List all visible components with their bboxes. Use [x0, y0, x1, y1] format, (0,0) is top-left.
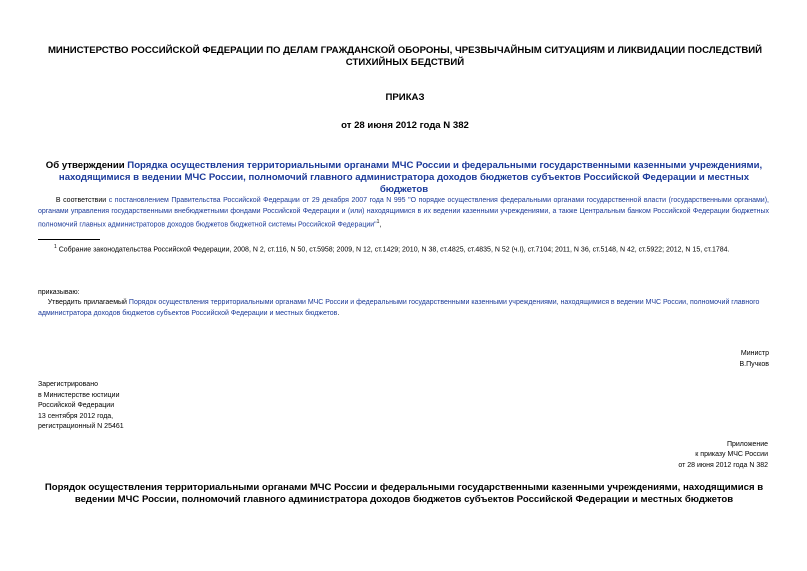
- order-date: от 28 июня 2012 года N 382: [341, 120, 469, 131]
- appendix-line: Приложение: [726, 441, 768, 448]
- decree-prefix: Утвердить прилагаемый: [47, 299, 129, 306]
- appendix-block: [560, 440, 768, 471]
- footnote: [54, 242, 784, 255]
- decree-word: приказываю:: [38, 289, 80, 296]
- title-order-link[interactable]: Порядка осуществления территориальными органами МЧС России и федеральными государственными казенными учреждениями, находящимися в ведении МЧС России, полномочий главного администратора доходов бюджетов субъектов Российской Федерации и местных бюджетов: [58, 160, 763, 195]
- registration-line: Российской Федерации: [38, 402, 115, 410]
- footnote-divider: [38, 239, 100, 240]
- footnote-mark: 1: [54, 244, 57, 250]
- signer-name: В.Пучков: [739, 361, 769, 368]
- registration-line: Зарегистрировано: [38, 381, 98, 388]
- preamble-prefix: В соответствии: [55, 197, 109, 204]
- decree-paragraph: [38, 298, 770, 319]
- order-heading: ПРИКАЗ: [385, 92, 425, 103]
- document-title: [40, 160, 768, 196]
- government-resolution-link[interactable]: с постановлением Правительства Российской Федерации от 29 декабря 2007 года N 995 "О порядке осуществления федеральными органами государственной власти (государственными органами), органами управления государственными внебюджетными фондами Российской Федерации и (или) находящимися в их ведении казенными учреждениями, а также Центральным банком Российской Федерации бюджетных полномочий главных администраторов доходов бюджетов бюджетной системы Российской Федерации": [38, 197, 769, 229]
- appendix-line: к приказу МЧС России: [695, 451, 768, 459]
- registration-line: регистрационный N 25461: [38, 423, 124, 431]
- preamble-suffix: ,: [379, 221, 382, 229]
- signer-title: Министр: [740, 350, 769, 357]
- decree-suffix: .: [337, 309, 340, 317]
- registration-block: [38, 380, 124, 433]
- footnote-text: Собрание законодательства Российской Федерации, 2008, N 2, ст.116, N 50, ст.5958; 2009, N 12, ст.1429; 2010, N 38, ст.4825, ст.4835, N 52 (ч.I), ст.7104; 2011, N 36, ст.5148, N 42, ст.5922; 2012, N 15, ст.1784.: [58, 246, 730, 254]
- registration-line: 13 сентября 2012 года,: [38, 412, 114, 420]
- procedure-title: Порядок осуществления территориальными органами МЧС России и федеральными государственными казенными учреждениями, находящимися в ведении МЧС России, полномочий главного администратора доходов бюджетов субъектов Российской Федерации и местных бюджетов: [44, 482, 764, 505]
- title-prefix: Об утверждении: [45, 160, 128, 171]
- procedure-link[interactable]: Порядок осуществления территориальными органами МЧС России и федеральными государственными казенными учреждениями, находящимися в ведении МЧС России, полномочий главного администратора доходов бюджетов субъектов Российской Федерации и местных бюджетов: [38, 299, 760, 317]
- footnote-reference[interactable]: 1: [376, 219, 380, 225]
- registration-line: в Министерстве юстиции: [38, 391, 120, 399]
- preamble-paragraph: [38, 196, 769, 231]
- appendix-line: от 28 июня 2012 года N 382: [678, 461, 768, 469]
- ministry-header: МИНИСТЕРСТВО РОССИЙСКОЙ ФЕДЕРАЦИИ ПО ДЕЛАМ ГРАЖДАНСКОЙ ОБОРОНЫ, ЧРЕЗВЫЧАЙНЫМ СИТУАЦИЯМ И ЛИКВИДАЦИИ ПОСЛЕДСТВИЙ СТИХИЙНЫХ БЕДСТВИЙ: [47, 45, 763, 68]
